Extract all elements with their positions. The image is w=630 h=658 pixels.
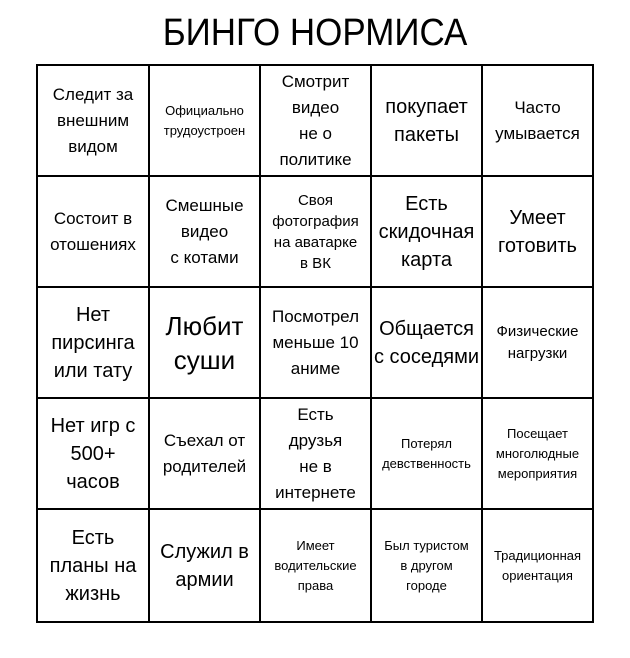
- bingo-cell[interactable]: [483, 177, 592, 288]
- bingo-cell-text: Посмотрел меньше 10 аниме: [272, 306, 359, 378]
- bingo-cell[interactable]: [150, 510, 261, 621]
- bingo-cell[interactable]: [38, 66, 150, 177]
- bingo-cell[interactable]: [483, 288, 592, 399]
- bingo-cell[interactable]: [372, 177, 483, 288]
- bingo-cell[interactable]: [150, 399, 261, 510]
- bingo-cell[interactable]: [372, 288, 483, 399]
- bingo-title: БИНГО НОРМИСА: [162, 12, 468, 54]
- bingo-cell-text: Смотрит видео не о политике: [279, 71, 352, 169]
- bingo-cell[interactable]: [372, 399, 483, 510]
- bingo-cell-text: Своя фотография на аватарке в ВК: [272, 191, 359, 272]
- bingo-cell[interactable]: [261, 399, 372, 510]
- bingo-cell[interactable]: [150, 177, 261, 288]
- bingo-cell-text: Традиционная ориентация: [493, 547, 582, 583]
- bingo-cell-text: Был туристом в другом городе: [384, 537, 469, 593]
- bingo-cell-text: Часто умывается: [495, 97, 580, 143]
- bingo-cell-text: Служил в армии: [160, 540, 249, 591]
- bingo-cell-text: Нет пирсинга или тату: [51, 303, 135, 382]
- bingo-cell[interactable]: [150, 66, 261, 177]
- bingo-cell-text: Следит за внешним видом: [52, 84, 134, 156]
- bingo-cell-text: Съехал от родителей: [162, 430, 247, 476]
- bingo-cell[interactable]: [38, 399, 150, 510]
- bingo-cell[interactable]: [261, 66, 372, 177]
- bingo-cell-text: Потерял девственность: [382, 435, 471, 471]
- bingo-cell-text: Имеет водительские права: [274, 537, 357, 593]
- bingo-cell[interactable]: [372, 66, 483, 177]
- bingo-cell-text: Любит суши: [165, 310, 244, 375]
- bingo-board: [36, 64, 594, 623]
- bingo-cell[interactable]: [483, 399, 592, 510]
- bingo-cell[interactable]: [261, 288, 372, 399]
- bingo-cell[interactable]: [38, 288, 150, 399]
- bingo-cell[interactable]: [483, 66, 592, 177]
- bingo-cell[interactable]: [261, 510, 372, 621]
- bingo-cell-text: Нет игр с 500+ часов: [50, 414, 136, 493]
- bingo-cell[interactable]: [483, 510, 592, 621]
- bingo-cell[interactable]: [38, 510, 150, 621]
- bingo-cell[interactable]: [38, 177, 150, 288]
- bingo-cell-text: Посещает многолюдные мероприятия: [495, 425, 580, 481]
- bingo-cell-text: Умеет готовить: [498, 206, 577, 257]
- bingo-cell-text: Есть планы на жизнь: [49, 526, 137, 605]
- bingo-cell-text: Общается с соседями: [374, 317, 480, 368]
- bingo-cell-text: Официально трудоустроен: [163, 102, 246, 138]
- bingo-cell-text: Есть друзья не в интернете: [275, 404, 356, 502]
- bingo-cell-text: Смешные видео с котами: [165, 195, 244, 267]
- bingo-cell-text: Состоит в отошениях: [50, 208, 136, 254]
- bingo-cell[interactable]: [150, 288, 261, 399]
- bingo-cell-text: покупает пакеты: [385, 95, 468, 146]
- bingo-cell[interactable]: [372, 510, 483, 621]
- bingo-cell-text: Есть скидочная карта: [378, 192, 475, 271]
- bingo-cell[interactable]: [261, 177, 372, 288]
- bingo-cell-text: Физические нагрузки: [496, 322, 579, 362]
